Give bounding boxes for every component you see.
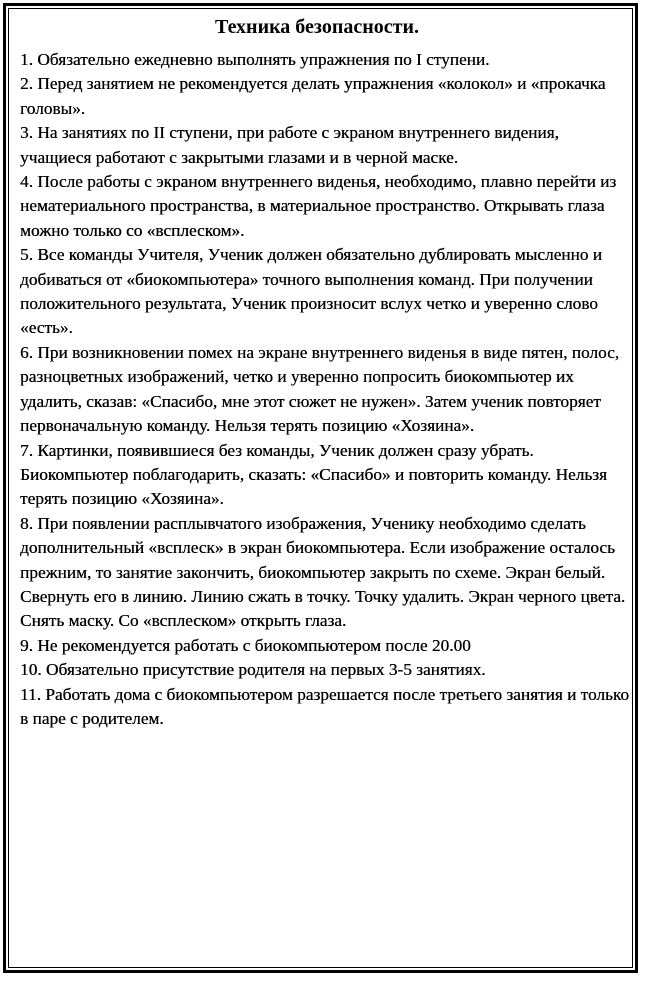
- rule-item-9: 9. Не рекомендуется работать с биокомпьютером после 20.00: [20, 635, 471, 655]
- document-content: [20, 14, 630, 731]
- rule-item-4: 4. После работы с экраном внутреннего виденья, необходимо, плавно перейти из нематериального пространства, в материальное пространство. Открывать глаза можно только со «всплеском».: [20, 172, 617, 240]
- rule-item-10: 10. Обязательно присутствие родителя на первых 3-5 занятиях.: [20, 660, 486, 680]
- rule-item-3: 3. На занятиях по II ступени, при работе с экраном внутреннего видения, учащиеся работают с закрытыми глазами и в черной маске.: [20, 123, 559, 167]
- rule-item-8: 8. При появлении расплывчатого изображения, Ученику необходимо сделать дополнительный «всплеск» в экран биокомпьютера. Если изображение осталось прежним, то занятие закончить, биокомпьютер закрыть по схеме. Экран белый. Свернуть его в линию. Линию сжать в точку. Точку удалить. Экран черного цвета. Снять маску. Со «всплеском» открыть глаза.: [20, 513, 626, 631]
- document-title: Техника безопасности.: [214, 16, 419, 38]
- rule-item-11: 11. Работать дома с биокомпьютером разрешается после третьего занятия и только в паре с родителем.: [20, 684, 630, 728]
- rule-item-2: 2. Перед занятием не рекомендуется делать упражнения «колокол» и «прокачка головы».: [20, 74, 606, 118]
- rule-item-7: 7. Картинки, появившиеся без команды, Ученик должен сразу убрать. Биокомпьютер поблагодарить, сказать: «Спасибо» и повторить команду. Нельзя терять позицию «Хозяина».: [20, 440, 607, 509]
- rule-item-1: 1. Обязательно ежедневно выполнять упражнения по I ступени.: [20, 50, 490, 69]
- rule-item-5: 5. Все команды Учителя, Ученик должен обязательно дублировать мысленно и добиваться от «биокомпьютера» точного выполнения команд. При получении положительного результата, Ученик произносит вслух четко и уверенно слово «есть».: [20, 245, 602, 338]
- rules-list: [20, 48, 630, 731]
- rule-item-6: 6. При возникновении помех на экране внутреннего виденья в виде пятен, полос, разноцветных изображений, четко и уверенно попросить биокомпьютер их удалить, сказав: «Спасибо, мне этот сюжет не нужен». Затем ученик повторяет первоначальную команду. Нельзя терять позицию «Хозяина».: [20, 342, 620, 436]
